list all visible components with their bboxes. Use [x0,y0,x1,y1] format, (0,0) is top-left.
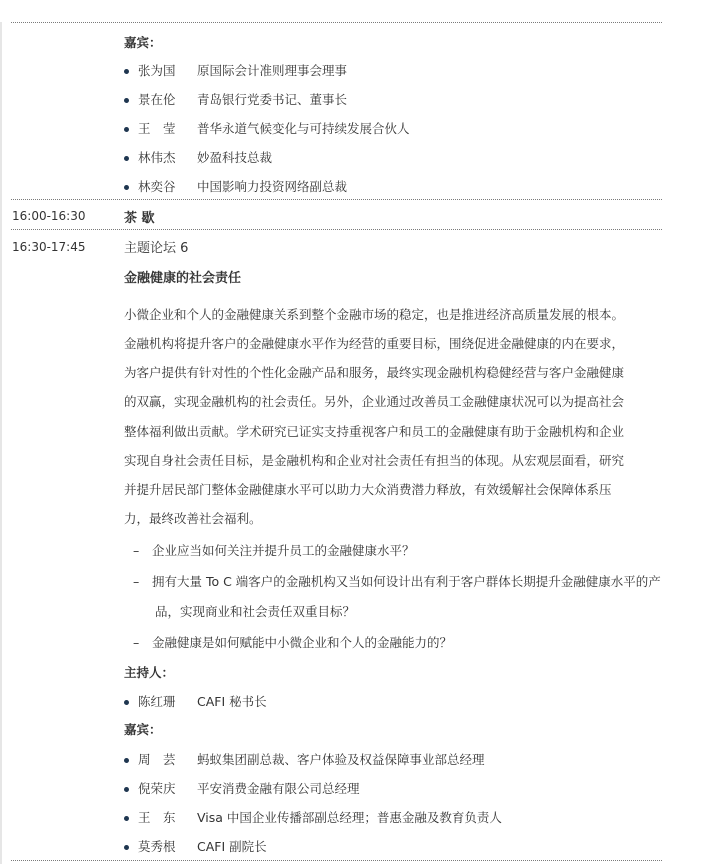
description-line: 整体福利做出贡献。学术研究已证实支持重视客户和员工的金融健康有助于金融机构和企业 [124,424,625,439]
host-name: 陈红珊 [138,694,176,709]
tea-break-label: 茶 歇 [124,211,155,226]
guest-title: 中国影响力投资网络副总裁 [197,179,348,194]
description-line: 并提升居民部门整体金融健康水平可以助力大众消费潜力释放，有效缓解社会保障体系压 [124,482,612,497]
guest-title: 妙盈科技总裁 [197,150,273,165]
dash-icon: – [133,635,140,650]
bullet-icon [124,758,129,763]
guest-title: 平安消费金融有限公司总经理 [197,781,360,796]
bullet-icon [124,127,129,132]
dash-icon: – [133,543,140,558]
description-line: 的双赢，实现金融机构的社会责任。另外，企业通过改善员工金融健康状况可以为提高社会 [124,394,625,409]
guest-name: 景在伦 [138,92,176,107]
bullet-icon [124,700,129,705]
guest-title: 青岛银行党委书记、董事长 [197,92,348,107]
guest-name: 莫秀根 [138,839,176,854]
forum-time: 16:30-17:45 [12,240,86,254]
guest-name: 周 芸 [138,752,176,767]
question-text: 拥有大量 To C 端客户的金融机构又当如何设计出有利于客户群体长期提升金融健康水平的产 [152,574,661,589]
divider [11,229,662,230]
question-text: 金融健康是如何赋能中小微企业和个人的金融能力的？ [152,635,453,650]
bullet-icon [124,185,129,190]
divider [11,199,662,200]
bullet-icon [124,69,129,74]
bullet-icon [124,816,129,821]
question-text-continued: 品，实现商业和社会责任双重目标？ [155,604,356,619]
guest-title: 普华永道气候变化与可持续发展合伙人 [197,121,410,136]
question-text: 企业应当如何关注并提升员工的金融健康水平？ [152,543,415,558]
description-line: 力，最终改善社会福利。 [124,511,262,526]
guest-title: 蚂蚁集团副总裁、客户体验及权益保障事业部总经理 [197,752,485,767]
guest-title: 原国际会计准则理事会理事 [197,63,348,78]
description-line: 为客户提供有针对性的个性化金融产品和服务，最终实现金融机构稳健经营与客户金融健康 [124,365,625,380]
guests-label: 嘉宾： [124,722,162,737]
bullet-icon [124,156,129,161]
guest-title: CAFI 副院长 [197,839,267,854]
forum-title: 金融健康的社会责任 [124,271,242,286]
bullet-icon [124,787,129,792]
guests-label: 嘉宾： [124,35,162,50]
bullet-icon [124,845,129,850]
description-line: 金融机构将提升客户的金融健康水平作为经营的重要目标，围绕促进金融健康的内在要求， [124,336,625,351]
dash-icon: – [133,574,140,589]
left-border [0,22,2,864]
guest-name: 王 莹 [138,121,176,136]
description-line: 实现自身社会责任目标，是金融机构和企业对社会责任有担当的体现。从宏观层面看，研究 [124,453,625,468]
guest-name: 林伟杰 [138,150,176,165]
host-label: 主持人： [124,665,175,680]
guest-title: Visa 中国企业传播部副总经理；普惠金融及教育负责人 [197,810,502,825]
guest-name: 倪荣庆 [138,781,176,796]
forum-label: 主题论坛 6 [124,241,189,256]
host-title: CAFI 秘书长 [197,694,267,709]
description-line: 小微企业和个人的金融健康关系到整个金融市场的稳定，也是推进经济高质量发展的根本。 [124,307,625,322]
guest-name: 王 东 [138,810,176,825]
guest-name: 张为国 [138,63,176,78]
bullet-icon [124,98,129,103]
divider [11,22,662,23]
divider [11,860,662,861]
guest-name: 林奕谷 [138,179,176,194]
tea-break-time: 16:00-16:30 [12,209,86,223]
